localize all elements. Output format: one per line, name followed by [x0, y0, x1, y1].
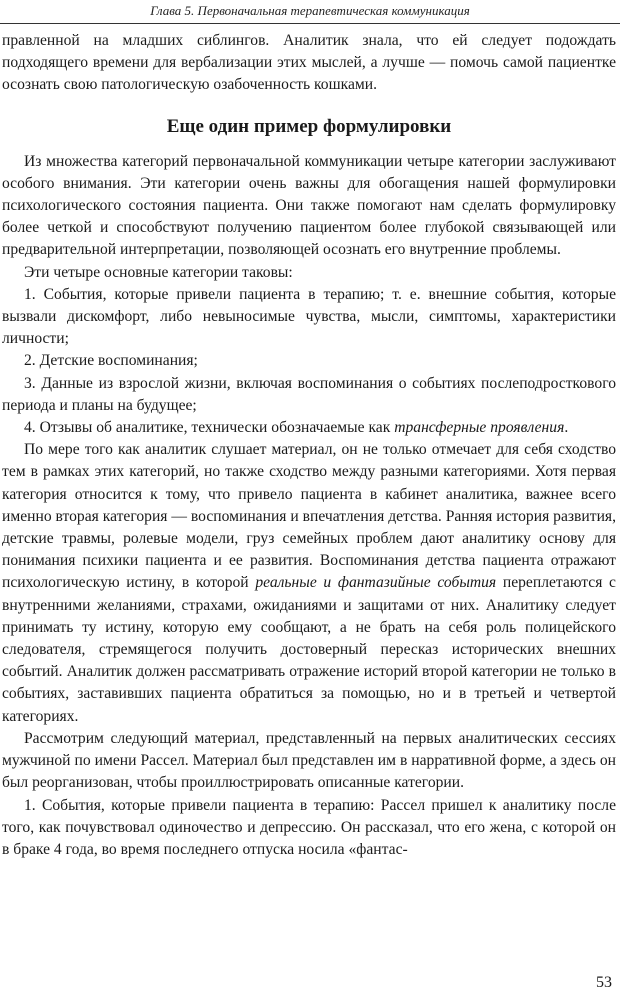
section-heading: Еще один пример формулировки	[166, 115, 452, 137]
list-item-category-3: 3. Данные из взрослой жизни, включая воспоминания о событиях послеподросткового периода и планы на будущее;	[2, 374, 616, 414]
paragraph-categories-lead: Эти четыре основные категории таковы:	[24, 263, 293, 281]
list-item-category-1: 1. События, которые привели пациента в терапию; т. е. внешние события, которые вызвали дискомфорт, либо невыносимые чувства, мысли, симптомы, характеристики личности;	[2, 285, 616, 348]
paragraph-intro-categories: Из множества категорий первоначальной коммуникации четыре категории заслуживают особого внимания. Эти категории очень важны для обогащения нашей формулировки психологического состояния пациента. Они также помогают нам сделать формулировку более четкой и способствуют получению пациентом более глубокой связывающей или предварительной интерпретации, позволяющей осознать его внутренние проблемы.	[2, 152, 616, 259]
page-number: 53	[596, 974, 612, 991]
category-4-text: 4. Отзывы об аналитике, технически обозначаемые как	[24, 419, 395, 437]
paragraph-russell-intro: Рассмотрим следующий материал, представленный на первых аналитических сессиях мужчиной по имени Рассел. Материал был представлен им в нарративной форме, а здесь он был реорганизован, чтобы проиллюстрировать описанные категории.	[2, 729, 616, 792]
paragraph-continuation: правленной на младших сиблингов. Аналитик знала, что ей следует подождать подходящего времени для вербализации этих мыслей, а лучше — помочь самой пациентке осознать свою патологическую озабоченность кошками.	[2, 32, 616, 94]
running-header	[0, 0, 620, 30]
category-4-term: трансферные проявления	[394, 419, 565, 437]
running-title: Глава 5. Первоначальная терапевтическая коммуникация	[150, 3, 470, 18]
header-divider	[0, 23, 620, 24]
paragraph-analyst-listening	[2, 439, 616, 728]
paragraph-russell-events: 1. События, которые привели пациента в терапию: Рассел пришел к аналитику после того, как почувствовал одиночество и депрессию. Он рассказал, что его жена, с которой он в браке 4 года, во время последнего отпуска носила «фантас-	[2, 796, 616, 858]
category-4-end: .	[564, 419, 569, 437]
analyst-term: реальные и фантазийные события	[255, 574, 497, 592]
list-item-category-2: 2. Детские воспоминания;	[24, 352, 198, 370]
analyst-text-a: По мере того как аналитик слушает материал, он не только отмечает для себя сходство тем в рамках этих категорий, но также сходство между разными категориями. Хотя первая категория относится к тому, что привело пациента в кабинет аналитика, важнее всего именно вторая категория — воспоминания и впечатления детства. Ранняя история развития, детские травмы, ролевые модели, груз семейных проблем дают аналитику основу для понимания психики пациента и ее развития. Воспоминания детства пациента отражают психологическую истину, в которой	[2, 441, 616, 592]
page-body	[2, 30, 616, 861]
analyst-text-c: переплетаются с внутренними желаниями, страхами, ожиданиями и защитами от них. Аналитику следует принимать ту истину, которую ему сообщают, а не брать на себя роль полицейского следователя, стремящегося получить достоверный пересказ исторических внешних событий. Аналитик должен рассматривать отражение историй второй категории не только в событиях, заставивших пациента обратиться за помощью, но и в третьей и четвертой категориях.	[2, 574, 616, 725]
list-item-category-4	[2, 417, 616, 439]
